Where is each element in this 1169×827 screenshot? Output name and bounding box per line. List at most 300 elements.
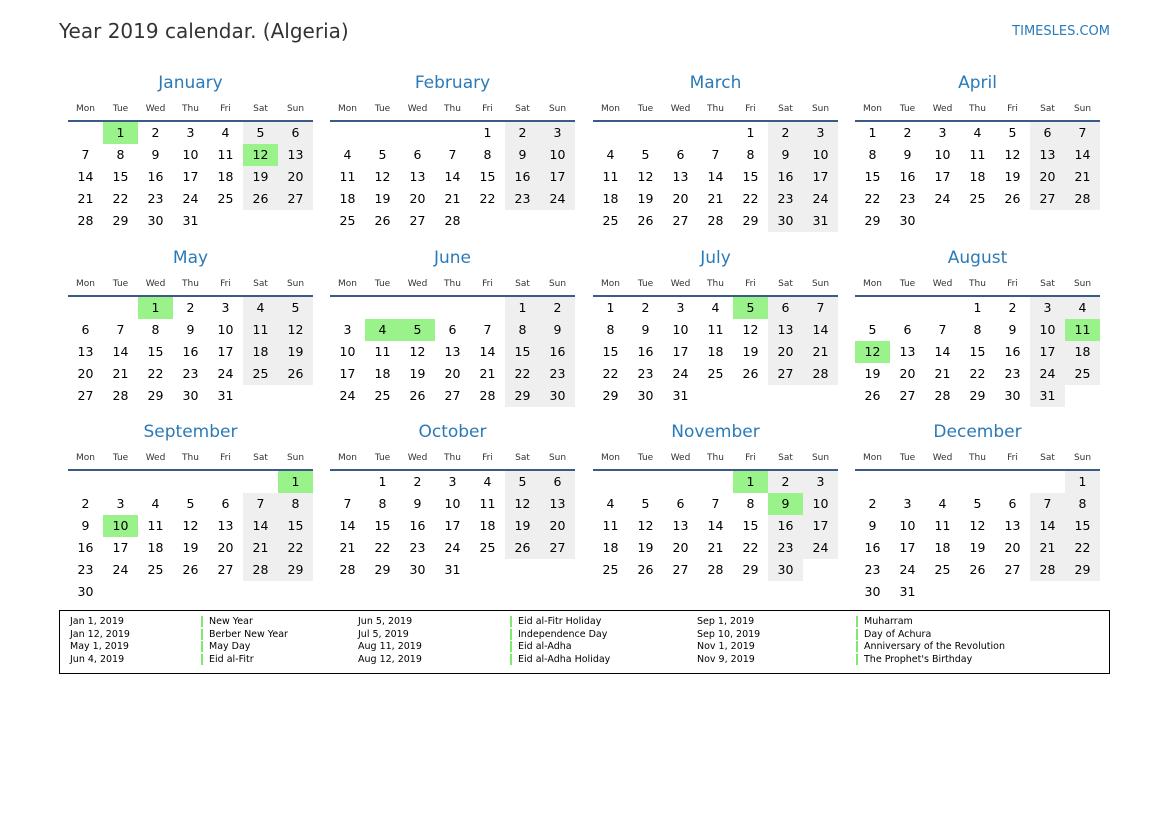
weekday-label: Wed: [407, 104, 428, 114]
weekday-label: Tue: [637, 279, 654, 289]
day-cell: 19: [1004, 169, 1021, 184]
day-cell: 18: [969, 169, 986, 184]
day-cell: 16: [899, 169, 916, 184]
day-cell: 20: [1004, 540, 1021, 555]
day-cell: 23: [768, 188, 803, 210]
day-cell: 15: [278, 515, 313, 537]
day-cell: 9: [768, 144, 803, 166]
weekday-label: Mon: [338, 279, 357, 289]
day-cell: 8: [746, 496, 755, 511]
weekday-label: Tue: [374, 104, 391, 114]
day-cell: 26: [637, 213, 654, 228]
day-cell: 6: [768, 297, 803, 319]
holiday-day-cell: 11: [1065, 319, 1100, 341]
day-cell: 15: [479, 169, 496, 184]
day-cell: 9: [413, 496, 422, 511]
day-cell: 25: [602, 562, 619, 577]
weekday-label: Sun: [286, 453, 305, 463]
day-cell: 26: [278, 363, 313, 385]
day-cell: 26: [1004, 191, 1021, 206]
day-cell: 28: [707, 213, 724, 228]
day-cell: 9: [1008, 322, 1017, 337]
day-cell: 30: [77, 584, 94, 599]
month-name: July: [700, 248, 731, 268]
day-cell: 11: [217, 147, 234, 162]
day-cell: 9: [540, 319, 575, 341]
day-cell: 4: [711, 300, 720, 315]
day-cell: 21: [444, 191, 461, 206]
day-cell: 10: [182, 147, 199, 162]
weekday-label: Tue: [899, 279, 916, 289]
weekday-header: [593, 279, 838, 291]
day-grid: [593, 122, 838, 233]
weekday-label: Fri: [220, 453, 231, 463]
day-cell: 8: [151, 322, 160, 337]
day-cell: 6: [540, 471, 575, 493]
weekday-label: Sat: [1040, 453, 1055, 463]
day-cell: 31: [672, 388, 689, 403]
day-cell: 13: [217, 518, 234, 533]
weekday-label: Wed: [145, 279, 166, 289]
day-cell: 21: [1065, 166, 1100, 188]
holiday-day-cell: 9: [768, 493, 803, 515]
day-cell: 6: [413, 147, 422, 162]
month-name: June: [433, 248, 472, 268]
legend-holiday-name: The Prophet's Birthday: [856, 654, 972, 665]
legend-date: Jun 5, 2019: [358, 616, 413, 627]
day-cell: 20: [672, 540, 689, 555]
holiday-day-cell: 1: [103, 122, 138, 144]
day-cell: 8: [278, 493, 313, 515]
day-cell: 4: [938, 496, 947, 511]
day-cell: 23: [409, 540, 426, 555]
weekday-label: Fri: [220, 104, 231, 114]
weekday-header: [68, 104, 313, 116]
day-cell: 18: [339, 191, 356, 206]
day-cell: 6: [448, 322, 457, 337]
month-name: September: [143, 422, 238, 442]
day-cell: 5: [1008, 125, 1017, 140]
day-cell: 29: [278, 559, 313, 581]
day-cell: 16: [637, 344, 654, 359]
weekday-label: Sat: [253, 279, 268, 289]
day-cell: 22: [374, 540, 391, 555]
day-cell: 23: [505, 188, 540, 210]
day-cell: 16: [505, 166, 540, 188]
day-cell: 10: [899, 518, 916, 533]
day-cell: 2: [151, 125, 160, 140]
day-cell: 8: [868, 147, 877, 162]
day-cell: 4: [1065, 297, 1100, 319]
day-cell: 1: [378, 474, 387, 489]
day-cell: 27: [77, 388, 94, 403]
day-cell: 29: [1065, 559, 1100, 581]
legend-date: Nov 9, 2019: [697, 653, 755, 665]
day-cell: 2: [413, 474, 422, 489]
day-cell: 14: [112, 344, 129, 359]
day-cell: 12: [637, 169, 654, 184]
weekday-label: Thu: [707, 279, 724, 289]
legend-date: Nov 1, 2019: [697, 641, 755, 653]
day-cell: 5: [278, 297, 313, 319]
day-cell: 22: [602, 366, 619, 381]
day-grid: [330, 471, 575, 582]
day-cell: 2: [1008, 300, 1017, 315]
month-august: [855, 248, 1100, 418]
month-june: [330, 248, 575, 418]
weekday-label: Fri: [1007, 279, 1018, 289]
weekday-label: Fri: [745, 279, 756, 289]
weekday-label: Sun: [548, 453, 567, 463]
day-cell: 27: [768, 363, 803, 385]
day-cell: 12: [374, 169, 391, 184]
weekday-header: [593, 453, 838, 465]
day-cell: 6: [278, 122, 313, 144]
day-cell: 11: [243, 319, 278, 341]
day-cell: 10: [1030, 319, 1065, 341]
day-cell: 28: [479, 388, 496, 403]
day-cell: 20: [768, 341, 803, 363]
day-cell: 14: [803, 319, 838, 341]
weekday-label: Wed: [670, 279, 691, 289]
legend-date: Jun 4, 2019: [70, 653, 125, 665]
day-cell: 31: [899, 584, 916, 599]
day-cell: 1: [505, 297, 540, 319]
day-cell: 17: [934, 169, 951, 184]
day-cell: 2: [768, 122, 803, 144]
day-cell: 26: [409, 388, 426, 403]
day-cell: 31: [1030, 385, 1065, 407]
month-february: [330, 73, 575, 243]
day-cell: 19: [637, 540, 654, 555]
legend-holiday-name: Eid al-Adha Holiday: [510, 654, 610, 665]
day-cell: 11: [479, 496, 496, 511]
day-cell: 21: [112, 366, 129, 381]
day-cell: 2: [868, 496, 877, 511]
day-cell: 23: [768, 537, 803, 559]
day-cell: 25: [147, 562, 164, 577]
day-cell: 13: [672, 169, 689, 184]
day-cell: 30: [147, 213, 164, 228]
weekday-label: Mon: [601, 279, 620, 289]
day-cell: 16: [77, 540, 94, 555]
weekday-label: Sun: [548, 279, 567, 289]
day-cell: 23: [1004, 366, 1021, 381]
day-cell: 23: [637, 366, 654, 381]
day-cell: 16: [182, 344, 199, 359]
day-cell: 3: [448, 474, 457, 489]
day-cell: 15: [602, 344, 619, 359]
day-cell: 8: [483, 147, 492, 162]
day-cell: 25: [934, 562, 951, 577]
weekday-label: Thu: [969, 104, 986, 114]
day-grid: [68, 122, 313, 233]
day-cell: 18: [479, 518, 496, 533]
month-name: February: [414, 73, 491, 93]
weekday-label: Mon: [338, 104, 357, 114]
weekday-label: Wed: [145, 104, 166, 114]
month-name: April: [958, 73, 997, 93]
day-cell: 1: [1065, 471, 1100, 493]
day-cell: 14: [707, 518, 724, 533]
legend-holiday-name: Eid al-Fitr: [201, 654, 254, 665]
day-cell: 5: [378, 147, 387, 162]
day-grid: [855, 471, 1100, 599]
day-cell: 12: [182, 518, 199, 533]
weekday-label: Sun: [811, 453, 830, 463]
legend-date: Aug 12, 2019: [358, 653, 422, 665]
day-cell: 15: [505, 341, 540, 363]
weekday-label: Thu: [444, 104, 461, 114]
day-cell: 2: [540, 297, 575, 319]
day-cell: 12: [278, 319, 313, 341]
day-cell: 27: [672, 213, 689, 228]
day-cell: 5: [641, 147, 650, 162]
weekday-label: Tue: [374, 279, 391, 289]
day-cell: 2: [641, 300, 650, 315]
day-cell: 6: [676, 496, 685, 511]
day-cell: 16: [409, 518, 426, 533]
holiday-day-cell: 12: [855, 341, 890, 363]
day-cell: 28: [934, 388, 951, 403]
legend-date: May 1, 2019: [70, 641, 129, 653]
day-cell: 7: [81, 147, 90, 162]
day-cell: 15: [374, 518, 391, 533]
day-cell: 18: [602, 540, 619, 555]
weekday-header: [855, 453, 1100, 465]
day-cell: 24: [803, 188, 838, 210]
day-cell: 22: [505, 363, 540, 385]
legend-holiday-name: Muharram: [856, 616, 913, 627]
day-cell: 22: [479, 191, 496, 206]
day-cell: 12: [1004, 147, 1021, 162]
day-cell: 4: [606, 496, 615, 511]
weekday-label: Thu: [444, 453, 461, 463]
day-cell: 30: [768, 210, 803, 232]
legend-holiday-name: Anniversary of the Revolution: [856, 641, 1005, 652]
day-cell: 16: [147, 169, 164, 184]
weekday-label: Fri: [482, 104, 493, 114]
weekday-label: Thu: [969, 279, 986, 289]
day-cell: 6: [221, 496, 230, 511]
day-cell: 13: [540, 493, 575, 515]
day-cell: 14: [77, 169, 94, 184]
day-cell: 26: [637, 562, 654, 577]
day-cell: 19: [243, 166, 278, 188]
day-cell: 3: [540, 122, 575, 144]
month-name: May: [172, 248, 209, 268]
day-cell: 27: [444, 388, 461, 403]
month-october: [330, 422, 575, 592]
day-cell: 22: [742, 191, 759, 206]
day-cell: 21: [707, 540, 724, 555]
weekday-label: Mon: [76, 453, 95, 463]
day-cell: 12: [637, 518, 654, 533]
weekday-label: Fri: [1007, 104, 1018, 114]
day-cell: 15: [147, 344, 164, 359]
day-cell: 14: [707, 169, 724, 184]
day-cell: 6: [676, 147, 685, 162]
day-cell: 28: [707, 562, 724, 577]
day-cell: 3: [803, 122, 838, 144]
day-cell: 22: [969, 366, 986, 381]
day-cell: 4: [243, 297, 278, 319]
weekday-label: Sat: [1040, 104, 1055, 114]
day-cell: 26: [505, 537, 540, 559]
day-cell: 7: [711, 496, 720, 511]
day-cell: 7: [803, 297, 838, 319]
day-cell: 27: [217, 562, 234, 577]
month-name: August: [947, 248, 1008, 268]
day-cell: 10: [934, 147, 951, 162]
weekday-label: Wed: [145, 453, 166, 463]
day-grid: [855, 122, 1100, 233]
day-cell: 17: [112, 540, 129, 555]
month-name: November: [671, 422, 760, 442]
day-cell: 29: [742, 213, 759, 228]
month-september: [68, 422, 313, 599]
weekday-label: Mon: [863, 279, 882, 289]
day-cell: 22: [1065, 537, 1100, 559]
day-cell: 10: [217, 322, 234, 337]
day-cell: 20: [217, 540, 234, 555]
weekday-label: Sat: [778, 104, 793, 114]
day-cell: 22: [278, 537, 313, 559]
day-cell: 8: [1065, 493, 1100, 515]
day-cell: 17: [540, 166, 575, 188]
day-cell: 14: [339, 518, 356, 533]
day-cell: 23: [182, 366, 199, 381]
day-cell: 16: [864, 540, 881, 555]
weekday-label: Fri: [220, 279, 231, 289]
day-cell: 3: [343, 322, 352, 337]
day-cell: 31: [182, 213, 199, 228]
day-cell: 23: [540, 363, 575, 385]
day-cell: 12: [742, 322, 759, 337]
weekday-label: Tue: [112, 104, 129, 114]
day-cell: 19: [374, 191, 391, 206]
day-cell: 16: [1004, 344, 1021, 359]
day-cell: 11: [602, 169, 619, 184]
day-cell: 2: [186, 300, 195, 315]
day-cell: 13: [1030, 144, 1065, 166]
legend-holiday-name: Independence Day: [510, 629, 607, 640]
weekday-label: Mon: [338, 453, 357, 463]
weekday-label: Sun: [811, 104, 830, 114]
day-cell: 29: [505, 385, 540, 407]
day-cell: 3: [803, 471, 838, 493]
weekday-label: Thu: [182, 279, 199, 289]
day-cell: 9: [186, 322, 195, 337]
day-cell: 4: [221, 125, 230, 140]
legend-holiday-name: Eid al-Adha: [510, 641, 572, 652]
day-cell: 29: [969, 388, 986, 403]
day-cell: 26: [243, 188, 278, 210]
day-grid: [68, 297, 313, 408]
weekday-label: Tue: [637, 104, 654, 114]
day-cell: 28: [1030, 559, 1065, 581]
day-cell: 23: [864, 562, 881, 577]
weekday-label: Tue: [112, 279, 129, 289]
day-cell: 21: [707, 191, 724, 206]
day-cell: 14: [934, 344, 951, 359]
weekday-label: Fri: [1007, 453, 1018, 463]
day-cell: 12: [969, 518, 986, 533]
day-cell: 28: [1065, 188, 1100, 210]
day-cell: 29: [602, 388, 619, 403]
day-cell: 3: [938, 125, 947, 140]
day-cell: 1: [606, 300, 615, 315]
day-cell: 23: [147, 191, 164, 206]
day-cell: 20: [278, 166, 313, 188]
day-cell: 14: [1065, 144, 1100, 166]
day-cell: 27: [278, 188, 313, 210]
day-cell: 30: [1004, 388, 1021, 403]
day-cell: 27: [672, 562, 689, 577]
weekday-label: Sun: [1073, 453, 1092, 463]
legend-date: Aug 11, 2019: [358, 641, 422, 653]
day-cell: 7: [483, 322, 492, 337]
day-cell: 5: [243, 122, 278, 144]
day-cell: 20: [672, 191, 689, 206]
day-grid: [593, 471, 838, 582]
weekday-label: Sun: [1073, 279, 1092, 289]
weekday-label: Mon: [601, 453, 620, 463]
day-cell: 8: [606, 322, 615, 337]
day-cell: 13: [1004, 518, 1021, 533]
day-cell: 28: [77, 213, 94, 228]
month-name: March: [689, 73, 742, 93]
day-cell: 21: [1030, 537, 1065, 559]
day-cell: 22: [147, 366, 164, 381]
day-cell: 31: [444, 562, 461, 577]
day-cell: 19: [864, 366, 881, 381]
month-july: [593, 248, 838, 418]
day-cell: 26: [374, 213, 391, 228]
day-cell: 29: [112, 213, 129, 228]
day-cell: 8: [746, 147, 755, 162]
day-cell: 23: [899, 191, 916, 206]
day-cell: 18: [374, 366, 391, 381]
legend-date: Jul 5, 2019: [358, 628, 409, 640]
day-cell: 17: [1030, 341, 1065, 363]
legend-date: Sep 1, 2019: [697, 616, 755, 627]
day-cell: 30: [864, 584, 881, 599]
weekday-label: Thu: [969, 453, 986, 463]
day-cell: 30: [899, 213, 916, 228]
day-cell: 24: [540, 188, 575, 210]
month-name: January: [158, 73, 223, 93]
day-cell: 17: [803, 515, 838, 537]
month-november: [593, 422, 838, 592]
day-grid: [855, 297, 1100, 408]
day-grid: [330, 122, 575, 233]
day-cell: 31: [803, 210, 838, 232]
weekday-header: [593, 104, 838, 116]
day-cell: 20: [409, 191, 426, 206]
site-link[interactable]: TIMESLES.COM: [1012, 24, 1110, 39]
day-cell: 28: [112, 388, 129, 403]
day-cell: 7: [343, 496, 352, 511]
holiday-day-cell: 12: [243, 144, 278, 166]
day-cell: 13: [77, 344, 94, 359]
month-january: [68, 73, 313, 243]
day-cell: 20: [540, 515, 575, 537]
day-cell: 30: [637, 388, 654, 403]
day-cell: 14: [479, 344, 496, 359]
weekday-label: Thu: [182, 104, 199, 114]
day-cell: 9: [868, 518, 877, 533]
